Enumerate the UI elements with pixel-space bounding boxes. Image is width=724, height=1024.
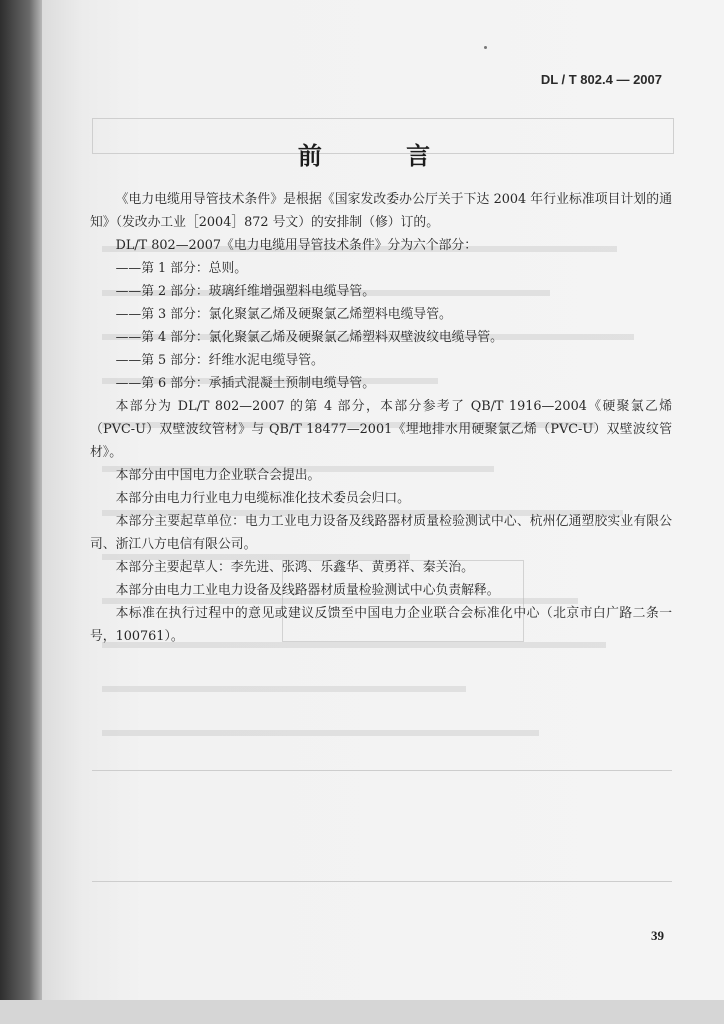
document-page	[42, 0, 724, 1000]
standard-code: DL / T 802.4 — 2007	[540, 72, 662, 87]
foreword-body	[90, 188, 672, 648]
paragraph: DL/T 802—2007《电力电缆用导管技术条件》分为六个部分：	[115, 238, 477, 253]
paragraph: 《电力电缆用导管技术条件》是根据《国家发改委办公厅关于下达 2004 年行业标准项目计划的通知》（发改办工业［2004］872 号文）的安排制（修）订的。	[90, 192, 672, 230]
paragraph: 本标准在执行过程中的意见或建议反馈至中国电力企业联合会标准化中心（北京市白广路二条一号，100761）。	[90, 606, 672, 644]
list-item: ——第 4 部分：氯化聚氯乙烯及硬聚氯乙烯塑料双壁波纹电缆导管。	[115, 330, 503, 345]
paragraph: 本部分主要起草单位：电力工业电力设备及线路器材质量检验测试中心、杭州亿通塑胶实业有限公司、浙江八方电信有限公司。	[90, 514, 672, 552]
paragraph: 本部分由中国电力企业联合会提出。	[115, 468, 321, 483]
paragraph: 本部分由电力行业电力电缆标准化技术委员会归口。	[115, 491, 410, 506]
bleed-through-table	[92, 770, 672, 882]
list-item: ——第 2 部分：玻璃纤维增强塑料电缆导管。	[115, 284, 376, 299]
page-number: 39	[651, 928, 664, 943]
paragraph: 本部分主要起草人：李先进、张鸿、乐鑫华、黄勇祥、秦关治。	[115, 560, 474, 575]
scan-edge-shadow	[0, 0, 42, 1000]
scan-speck	[484, 46, 487, 49]
list-item: ——第 6 部分：承插式混凝土预制电缆导管。	[115, 376, 376, 391]
list-item: ——第 5 部分：纤维水泥电缆导管。	[115, 353, 324, 368]
page-title: 前 言	[297, 142, 469, 170]
list-item: ——第 3 部分：氯化聚氯乙烯及硬聚氯乙烯塑料电缆导管。	[115, 307, 452, 322]
list-item: ——第 1 部分：总则。	[115, 261, 248, 276]
paragraph: 本部分为 DL/T 802—2007 的第 4 部分，本部分参考了 QB/T 1916—2004《硬聚氯乙烯（PVC-U）双壁波纹管材》与 QB/T 18477—2001《埋地排水用硬聚氯乙烯（PVC-U）双壁波纹管材》。	[90, 399, 672, 460]
paragraph: 本部分由电力工业电力设备及线路器材质量检验测试中心负责解释。	[115, 583, 500, 598]
scan-bottom-margin	[0, 1000, 724, 1024]
